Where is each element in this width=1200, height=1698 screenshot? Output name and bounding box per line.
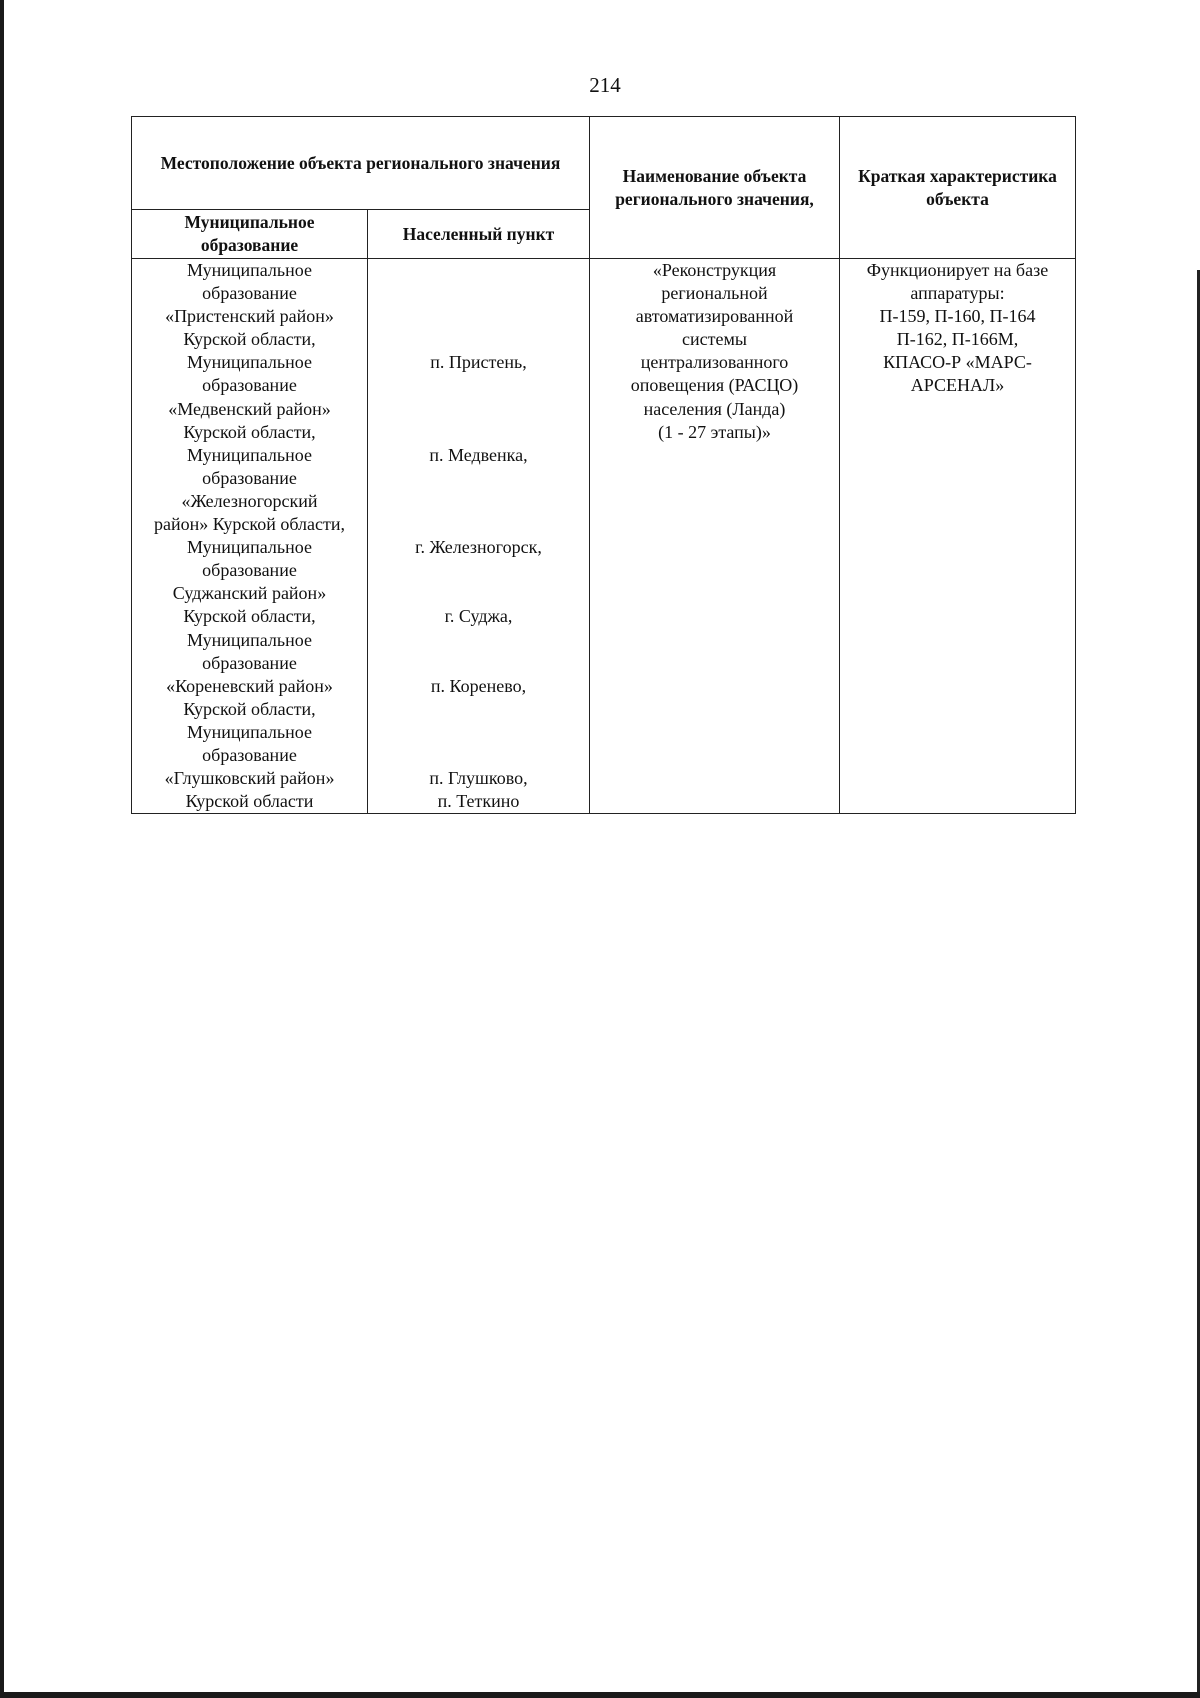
scan-edge-left — [0, 0, 4, 1698]
header-object-name: Наименование объекта регионального значения, — [590, 117, 840, 259]
header-characteristics: Краткая характеристика объекта — [840, 117, 1076, 259]
cell-characteristics: Функционирует на базе аппаратуры: П-159, П-160, П-164 П-162, П-166М, КПАСО-Р «МАРС- АРСЕНАЛ» — [840, 259, 1076, 814]
header-location-group: Местоположение объекта регионального значения — [132, 117, 590, 210]
page-number: 214 — [589, 73, 621, 97]
scan-edge-bottom — [0, 1692, 1200, 1698]
cell-settlement: п. Пристень, п. Медвенка, г. Железногорск, г. Суджа, п. Коренево, п. Глушково, п. Теткино — [368, 259, 590, 814]
header-row-top — [132, 117, 1076, 210]
table-row — [132, 259, 1076, 814]
regional-objects-table — [131, 116, 1076, 814]
header-settlement: Населенный пункт — [368, 210, 590, 259]
cell-municipality: Муниципальное образование «Пристенский район» Курской области, Муниципальное образование «Медвенский район» Курской области, Муниципальное образование «Железногорский район» Курской области, Муниципальное образование Суджанский район» Курской области, Муниципальное образование «Кореневский район» Курской области, Муниципальное образование «Глушковский район» Курской области — [132, 259, 368, 814]
header-municipality: Муниципальное образование — [132, 210, 368, 259]
cell-object-name: «Реконструкция региональной автоматизированной системы централизованного оповещения (РАСЦО) населения (Ланда) (1 - 27 этапы)» — [590, 259, 840, 814]
